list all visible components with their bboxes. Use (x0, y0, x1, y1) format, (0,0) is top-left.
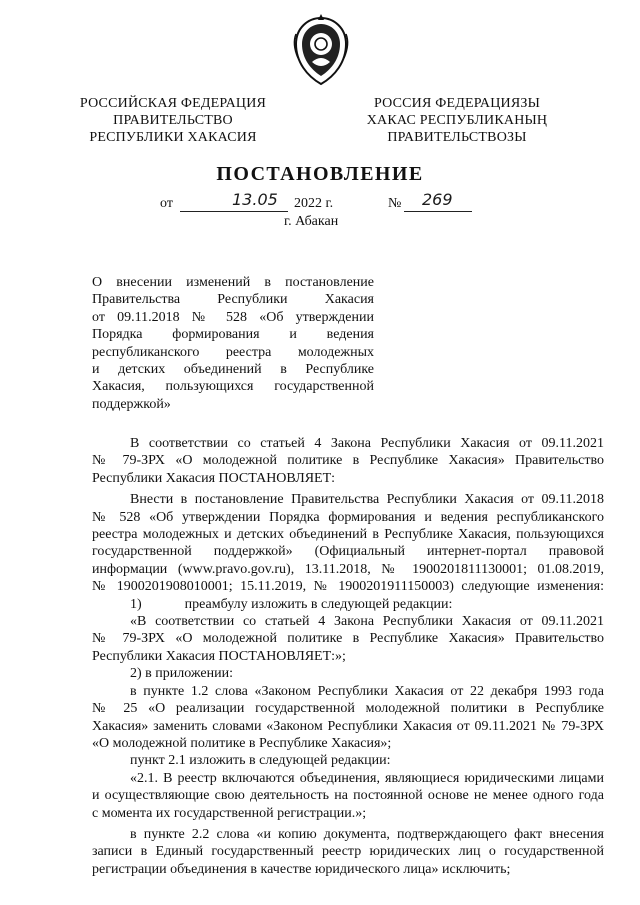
body-line: пункт 2.1 изложить в следующей редакции: (130, 753, 391, 769)
body-line: «В соответствии со статьей 4 Закона Республики Хакасия от 09.11.2021 (130, 614, 604, 630)
clause-2-2-paragraph (92, 826, 604, 878)
body-line: № 79-ЗРХ «О молодежной политике в Республике Хакасия» Правительство (92, 453, 604, 469)
city-label: г. Абакан (284, 214, 339, 229)
body-line: «О молодежной политике в Республике Хакасия»; (92, 735, 392, 751)
subject-line: от 09.11.2018 № 528 «Об утверждении (92, 309, 374, 325)
header-left-line: ПРАВИТЕЛЬСТВО (113, 113, 233, 128)
body-line: 2) в приложении: (130, 666, 233, 682)
body-line: регистрации объединения в качестве юридического лица» исключить; (92, 861, 511, 877)
body-line: № 25 «О реализации государственной молодежной политики в Республике (92, 701, 604, 717)
body-line: записи в Единый государственный реестр юридических лиц о государственной (92, 844, 604, 860)
new-preamble-paragraph (92, 613, 604, 665)
body-line: № 1900201908010001; 15.11.2019, № 1900201911150003) следующие изменения: (92, 579, 604, 595)
date-handwritten: 13.05 (232, 190, 278, 209)
body-line: Внести в постановление Правительства Республики Хакасия от 09.11.2018 (130, 492, 604, 508)
body-line: В соответствии со статьей 4 Закона Республики Хакасия от 09.11.2021 (130, 436, 604, 451)
body-line: информации (www.pravo.gov.ru), 13.11.2018, № 1900201811130001; 01.08.2019, (92, 561, 604, 577)
body-line: с момента их государственной регистрации.»; (92, 805, 367, 821)
header-right-line: ПРАВИТЕЛЬСТВОЗЫ (387, 130, 527, 145)
body-line: в пункте 1.2 слова «Законом Республики Хакасия от 22 декабря 1993 года (130, 683, 604, 699)
header-right-line: ХАКАС РЕСПУБЛИКАНЫҢ (366, 113, 548, 128)
body-line: и осуществляющие свою деятельность на постоянной основе не менее одного года (92, 788, 604, 804)
body-line: Республики Хакасия ПОСТАНОВЛЯЕТ: (92, 470, 336, 486)
subject-line: Хакасия, пользующихся государственной (92, 379, 374, 395)
item-1-number: 1) (130, 596, 142, 612)
date-from-label: от (160, 196, 173, 211)
clause-2-1-intro (92, 752, 604, 769)
item-1 (92, 596, 604, 613)
date-underline (180, 211, 288, 212)
preamble-paragraph (92, 435, 604, 487)
subject-block (92, 274, 374, 413)
document-body (92, 435, 604, 878)
header-right-line: РОССИЯ ФЕДЕРАЦИЯЗЫ (373, 96, 541, 111)
body-line: в пункте 2.2 слова «и копию документа, подтверждающего факт внесения (130, 826, 604, 842)
item-1-text: преамбулу изложить в следующей редакции: (184, 596, 453, 612)
item-2 (92, 665, 604, 682)
body-line: № 528 «Об утверждении Порядка формирования и ведения республиканского (92, 509, 604, 525)
amendment-paragraph (92, 491, 604, 595)
header-left-line: РЕСПУБЛИКИ ХАКАСИЯ (89, 130, 257, 145)
subject-line: Правительства Республики Хакасия (92, 292, 374, 308)
header-right-block (352, 95, 562, 146)
clause-2-1-text (92, 770, 604, 822)
subject-line: поддержкой» (92, 396, 171, 412)
coat-of-arms-emblem-icon (290, 14, 352, 88)
clause-1-2-paragraph (92, 683, 604, 753)
subject-line: Порядка формирования и ведения (92, 327, 374, 343)
header-left-line: РОССИЙСКАЯ ФЕДЕРАЦИЯ (79, 96, 267, 111)
number-underline (404, 211, 472, 212)
number-label: № (388, 196, 402, 211)
body-line: Республики Хакасия ПОСТАНОВЛЯЕТ:»; (92, 648, 346, 664)
year-label: 2022 г. (294, 196, 334, 211)
subject-line: и детских объединений в Республике (92, 362, 374, 378)
date-number-line (160, 190, 500, 214)
body-line: № 79-ЗРХ «О молодежной политике в Республике Хакасия» Правительство (92, 631, 604, 647)
header-left-block (68, 95, 278, 146)
body-line: реестра молодежных и детских объединений в Республике Хакасия, пользующихся (92, 527, 604, 543)
subject-line: О внесении изменений в постановление (92, 275, 374, 290)
document-title: ПОСТАНОВЛЕНИЕ (216, 163, 424, 185)
body-line: государственной поддержкой» (Официальный интернет-портал правовой (92, 544, 604, 560)
subject-line: республиканского реестра молодежных (92, 344, 374, 360)
number-handwritten: 269 (422, 190, 453, 209)
body-line: Хакасия» заменить словами «Законом Республики Хакасия от 09.11.2021 № 79-ЗРХ (92, 718, 604, 734)
body-line: «2.1. В реестр включаются объединения, являющиеся юридическими лицами (130, 770, 604, 786)
